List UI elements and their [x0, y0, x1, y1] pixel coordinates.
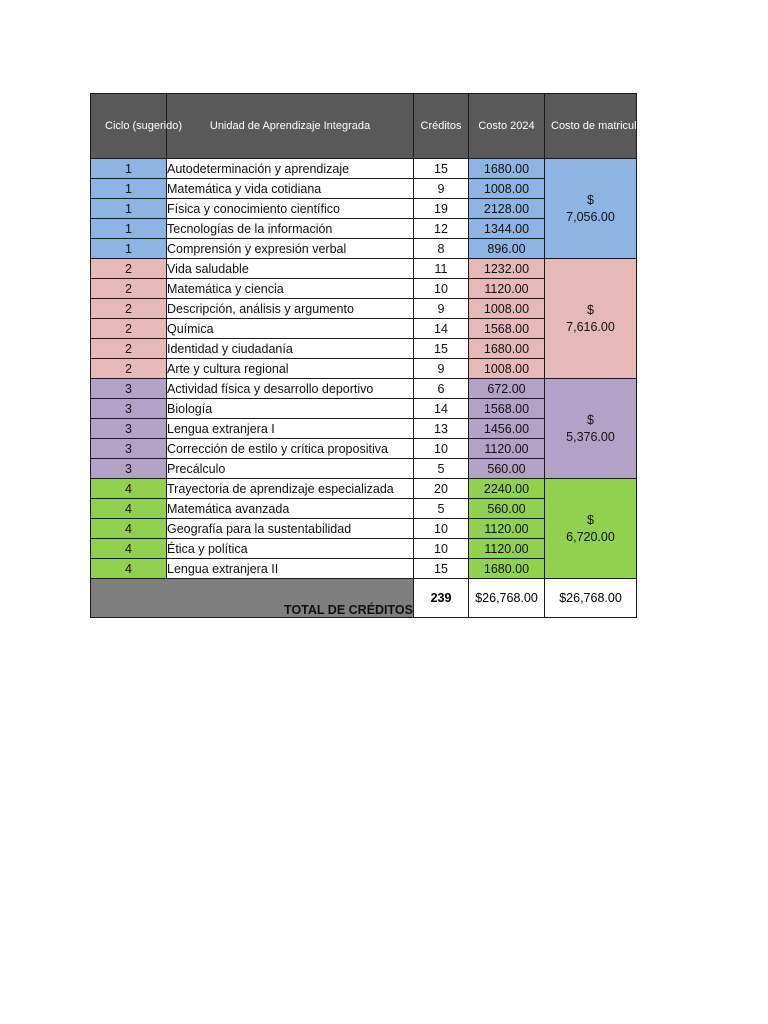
table-row [91, 159, 637, 179]
cost-cell: 2240.00 [469, 479, 545, 499]
cycle-cell: 2 [91, 319, 167, 339]
cycle-cell: 3 [91, 379, 167, 399]
semester-currency-symbol: $ [587, 512, 594, 527]
table-header-row [91, 94, 637, 159]
cycle-cell: 1 [91, 179, 167, 199]
unit-name-cell: Trayectoria de aprendizaje especializada [167, 479, 414, 499]
semester-cost-value: 7,056.00 [566, 209, 615, 224]
credits-cell: 19 [414, 199, 469, 219]
semester-currency-symbol: $ [587, 412, 594, 427]
total-row [91, 579, 637, 618]
credits-cell: 12 [414, 219, 469, 239]
total-semester-cost: $26,768.00 [545, 579, 637, 618]
unit-name-cell: Matemática y vida cotidiana [167, 179, 414, 199]
unit-name-cell: Descripción, análisis y argumento [167, 299, 414, 319]
cycle-cell: 4 [91, 519, 167, 539]
credits-cell: 8 [414, 239, 469, 259]
cost-cell: 1120.00 [469, 539, 545, 559]
header-cycle: Ciclo (sugerido) [91, 94, 167, 159]
credits-cell: 11 [414, 259, 469, 279]
cycle-cell: 4 [91, 479, 167, 499]
cost-cell: 560.00 [469, 499, 545, 519]
header-semester-cost: Costo de matricula por semestre [545, 94, 637, 159]
cycle-cell: 1 [91, 199, 167, 219]
semester-currency-symbol: $ [587, 192, 594, 207]
cycle-cell: 2 [91, 279, 167, 299]
total-label: TOTAL DE CRÉDITOS [91, 579, 414, 618]
credits-cell: 10 [414, 439, 469, 459]
table-row [91, 259, 637, 279]
credits-cell: 5 [414, 499, 469, 519]
cycle-cell: 2 [91, 339, 167, 359]
unit-name-cell: Matemática y ciencia [167, 279, 414, 299]
cycle-cell: 4 [91, 559, 167, 579]
cost-cell: 1680.00 [469, 159, 545, 179]
credits-cell: 13 [414, 419, 469, 439]
unit-name-cell: Actividad física y desarrollo deportivo [167, 379, 414, 399]
semester-cost-cell [545, 379, 637, 479]
unit-name-cell: Física y conocimiento científico [167, 199, 414, 219]
table-row [91, 479, 637, 499]
unit-name-cell: Identidad y ciudadanía [167, 339, 414, 359]
credits-cell: 15 [414, 339, 469, 359]
credits-cell: 9 [414, 359, 469, 379]
credits-cell: 20 [414, 479, 469, 499]
cycle-cell: 4 [91, 539, 167, 559]
semester-currency-symbol: $ [587, 302, 594, 317]
cost-cell: 1680.00 [469, 339, 545, 359]
credits-cell: 10 [414, 519, 469, 539]
credits-cell: 14 [414, 319, 469, 339]
cycle-cell: 3 [91, 399, 167, 419]
unit-name-cell: Biología [167, 399, 414, 419]
unit-name-cell: Vida saludable [167, 259, 414, 279]
credits-cell: 14 [414, 399, 469, 419]
cycle-cell: 2 [91, 299, 167, 319]
credits-cell: 15 [414, 559, 469, 579]
unit-name-cell: Lengua extranjera I [167, 419, 414, 439]
cost-cell: 1680.00 [469, 559, 545, 579]
unit-name-cell: Autodeterminación y aprendizaje [167, 159, 414, 179]
cost-cell: 1008.00 [469, 179, 545, 199]
cost-cell: 1008.00 [469, 299, 545, 319]
semester-cost-cell [545, 159, 637, 259]
unit-name-cell: Precálculo [167, 459, 414, 479]
credits-cell: 15 [414, 159, 469, 179]
header-unit: Unidad de Aprendizaje Integrada [167, 94, 414, 159]
credits-cell: 10 [414, 539, 469, 559]
cost-cell: 1232.00 [469, 259, 545, 279]
unit-name-cell: Corrección de estilo y crítica propositiva [167, 439, 414, 459]
cycle-cell: 3 [91, 439, 167, 459]
credits-cell: 9 [414, 179, 469, 199]
cycle-cell: 1 [91, 219, 167, 239]
credits-cell: 9 [414, 299, 469, 319]
cycle-cell: 1 [91, 239, 167, 259]
cost-cell: 560.00 [469, 459, 545, 479]
cost-cell: 1120.00 [469, 519, 545, 539]
semester-cost-value: 6,720.00 [566, 529, 615, 544]
cost-cell: 896.00 [469, 239, 545, 259]
total-credits: 239 [414, 579, 469, 618]
cycle-cell: 1 [91, 159, 167, 179]
unit-name-cell: Comprensión y expresión verbal [167, 239, 414, 259]
cost-cell: 1120.00 [469, 439, 545, 459]
credits-cell: 10 [414, 279, 469, 299]
cost-cell: 1008.00 [469, 359, 545, 379]
semester-cost-value: 7,616.00 [566, 319, 615, 334]
cost-cell: 1568.00 [469, 399, 545, 419]
semester-cost-cell [545, 479, 637, 579]
unit-name-cell: Química [167, 319, 414, 339]
header-credits: Créditos [414, 94, 469, 159]
total-cost: $26,768.00 [469, 579, 545, 618]
credits-cell: 6 [414, 379, 469, 399]
unit-name-cell: Geografía para la sustentabilidad [167, 519, 414, 539]
cycle-cell: 2 [91, 359, 167, 379]
credits-cell: 5 [414, 459, 469, 479]
cost-cell: 2128.00 [469, 199, 545, 219]
table-body [91, 159, 637, 579]
cycle-cell: 3 [91, 459, 167, 479]
unit-name-cell: Ética y política [167, 539, 414, 559]
header-cost: Costo 2024 [469, 94, 545, 159]
unit-name-cell: Lengua extranjera II [167, 559, 414, 579]
cycle-cell: 2 [91, 259, 167, 279]
cost-cell: 672.00 [469, 379, 545, 399]
cost-cell: 1344.00 [469, 219, 545, 239]
unit-name-cell: Tecnologías de la información [167, 219, 414, 239]
credits-cost-table [90, 93, 710, 618]
cost-cell: 1456.00 [469, 419, 545, 439]
cost-cell: 1120.00 [469, 279, 545, 299]
cost-cell: 1568.00 [469, 319, 545, 339]
unit-name-cell: Arte y cultura regional [167, 359, 414, 379]
semester-cost-cell [545, 259, 637, 379]
table-row [91, 379, 637, 399]
cycle-cell: 3 [91, 419, 167, 439]
cycle-cell: 4 [91, 499, 167, 519]
unit-name-cell: Matemática avanzada [167, 499, 414, 519]
semester-cost-value: 5,376.00 [566, 429, 615, 444]
